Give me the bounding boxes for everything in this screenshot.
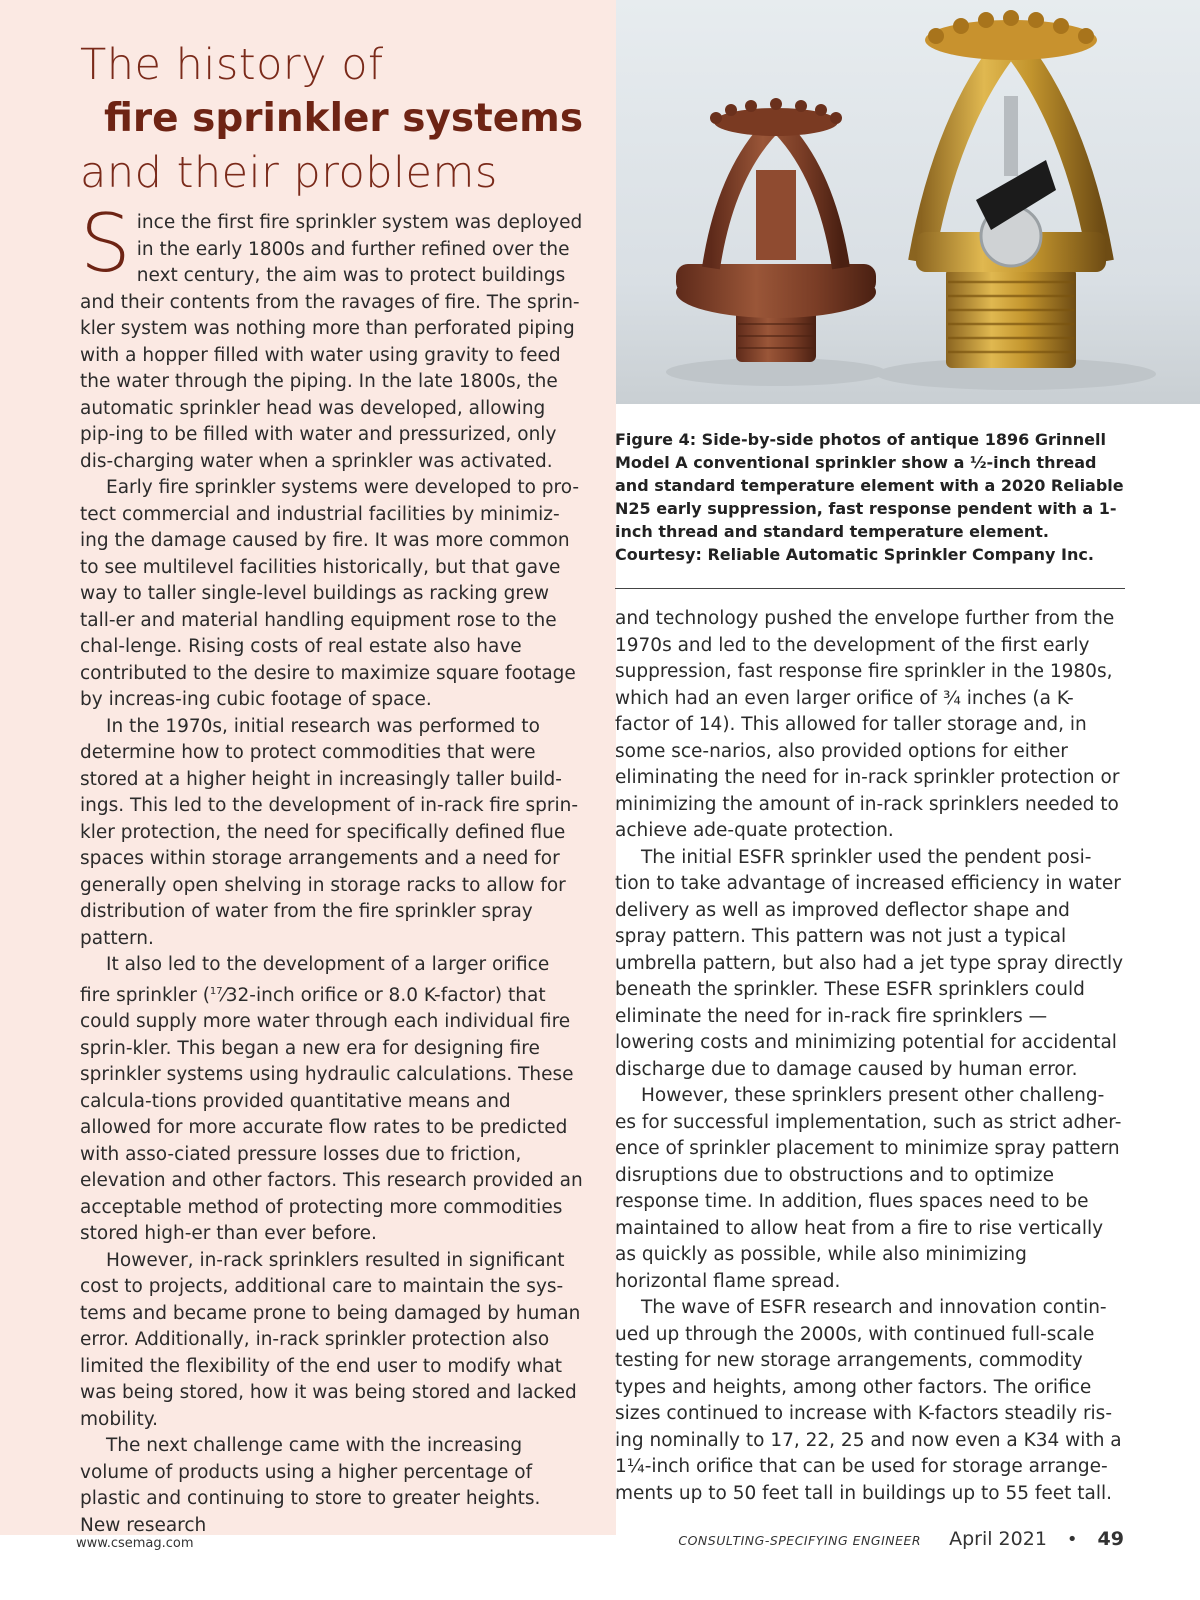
- article-column-right: [615, 606, 1125, 1507]
- footer-page-number: 49: [1097, 1528, 1124, 1550]
- sprinkler-photo-illustration: [616, 0, 1200, 404]
- footer-bullet-icon: •: [1066, 1529, 1078, 1550]
- article-column-left: [80, 197, 585, 1539]
- title-line-2: fire sprinkler systems: [104, 96, 584, 141]
- caption-divider: [615, 588, 1125, 589]
- paragraph-2: Early fire sprinkler systems were developed to pro-tect commercial and industrial facilities by minimiz-ing the damage caused by fire. It was more common to see multilevel facilities historically, but that gave way to taller single-level buildings as racking grew tall-er and material handling equipment rose to the chal-lenge. Rising costs of real estate also have contributed to the desire to maximize square footage by increas-ing cubic footage of space.: [80, 477, 580, 710]
- paragraph-8: However, these sprinklers present other challeng-es for successful implementation, such as strict adher-ence of sprinkler placement to minimize spray pattern disruptions due to obstructions and to optimize response time. In addition, flues spaces need to be maintained to allow heat from a fire to rise vertically as quickly as possible, while also minimizing horizontal flame spread.: [615, 1085, 1122, 1292]
- paragraph-9: The wave of ESFR research and innovation contin-ued up through the 2000s, with continued full-scale testing for new storage arrangements, commodity types and heights, among other factors. The orifice sizes continued to increase with K-factors steadily ris-ing nominally to 17, 22, 25 and now even a K34 with a 1¼-inch orifice that can be used for storage arrange-ments up to 50 feet tall in buildings up to 55 feet tall.: [615, 1297, 1122, 1504]
- drop-cap: S: [80, 197, 131, 290]
- footer-folio: [678, 1528, 1124, 1550]
- sprinkler-photo: [616, 0, 1200, 404]
- paragraph-6: The next challenge came with the increasing volume of products using a higher percentage of plastic and continuing to store to greater heights. New research: [80, 1435, 541, 1536]
- paragraph-5: However, in-rack sprinklers resulted in significant cost to projects, additional care to maintain the sys-tems and became prone to being damaged by human error. Additionally, in-rack sprinkler protection also limited the flexibility of the end user to modify what was being stored, how it was being stored and lacked mobility.: [80, 1249, 581, 1430]
- paragraph-1: Since the first fire sprinkler system was deployed in the early 1800s and further refined over the next century, the aim was to protect buildings and their contents from the ravages of fire. The sprin-kler system was nothing more than perforated piping with a hopper filled with water using gravity to feed the water through the piping. In the late 1800s, the automatic sprinkler head was developed, allowing pip-ing to be filled with water and pressurized, only dis-charging water when a sprinkler was activated.: [80, 197, 583, 472]
- footer-website[interactable]: www.csemag.com: [76, 1536, 194, 1551]
- article-title: [80, 38, 600, 200]
- title-line-1: The history of: [80, 40, 384, 90]
- title-line-3: and their problems: [80, 148, 498, 198]
- paragraph-3: In the 1970s, initial research was performed to determine how to protect commodities that were stored at a higher height in increasingly taller build-ings. This led to the development of in-rack fire sprin-kler protection, the need for specifically defined flue spaces within storage arrangements and a need for generally open shelving in storage racks to allow for distribution of water from the fire sprinkler spray pattern.: [80, 715, 579, 949]
- paragraph-4: It also led to the development of a larger orifice fire sprinkler ($^{17}$⁄32-inch orifice or 8.0 K-factor) that could supply more water through each individual fire sprin-kler. This began a new era for designing fire sprinkler systems using hydraulic calculations. These calcula-tions provided quantitative means and allowed for more accurate flow rates to be predicted with asso-ciated pressure losses due to friction, elevation and other factors. This research provided an acceptable method of protecting more commodities stored high-er than ever before.: [80, 954, 583, 1245]
- paragraph-7: The initial ESFR sprinkler used the pendent posi-tion to take advantage of increased efficiency in water delivery as well as improved deflector shape and spray pattern. This pattern was not just a typical umbrella pattern, but also had a jet type spray directly beneath the sprinkler. These ESFR sprinklers could eliminate the need for in-rack fire sprinklers — lowering costs and minimizing potential for accidental discharge due to damage caused by human error.: [615, 846, 1124, 1080]
- paragraph-6-continued: and technology pushed the envelope further from the 1970s and led to the development of the first early suppression, fast response fire sprinkler in the 1980s, which had an even larger orifice of ¾ inches (a K-factor of 14). This allowed for taller storage and, in some sce-narios, also provided options for either eliminating the need for in-rack sprinkler protection or minimizing the amount of in-rack sprinklers needed to achieve ade-quate protection.: [615, 608, 1120, 841]
- footer-magazine-name: CONSULTING-SPECIFYING ENGINEER: [678, 1533, 922, 1548]
- figure-caption: Figure 4: Side-by-side photos of antique 1896 Grinnell Model A conventional sprinkler show a ½-inch thread and standard temperature element with a 2020 Reliable N25 early suppression, fast response pendent with a 1-inch thread and standard temperature element. Courtesy: Reliable Automatic Sprinkler Company Inc.: [615, 430, 1124, 564]
- footer-date: April 2021: [949, 1528, 1047, 1550]
